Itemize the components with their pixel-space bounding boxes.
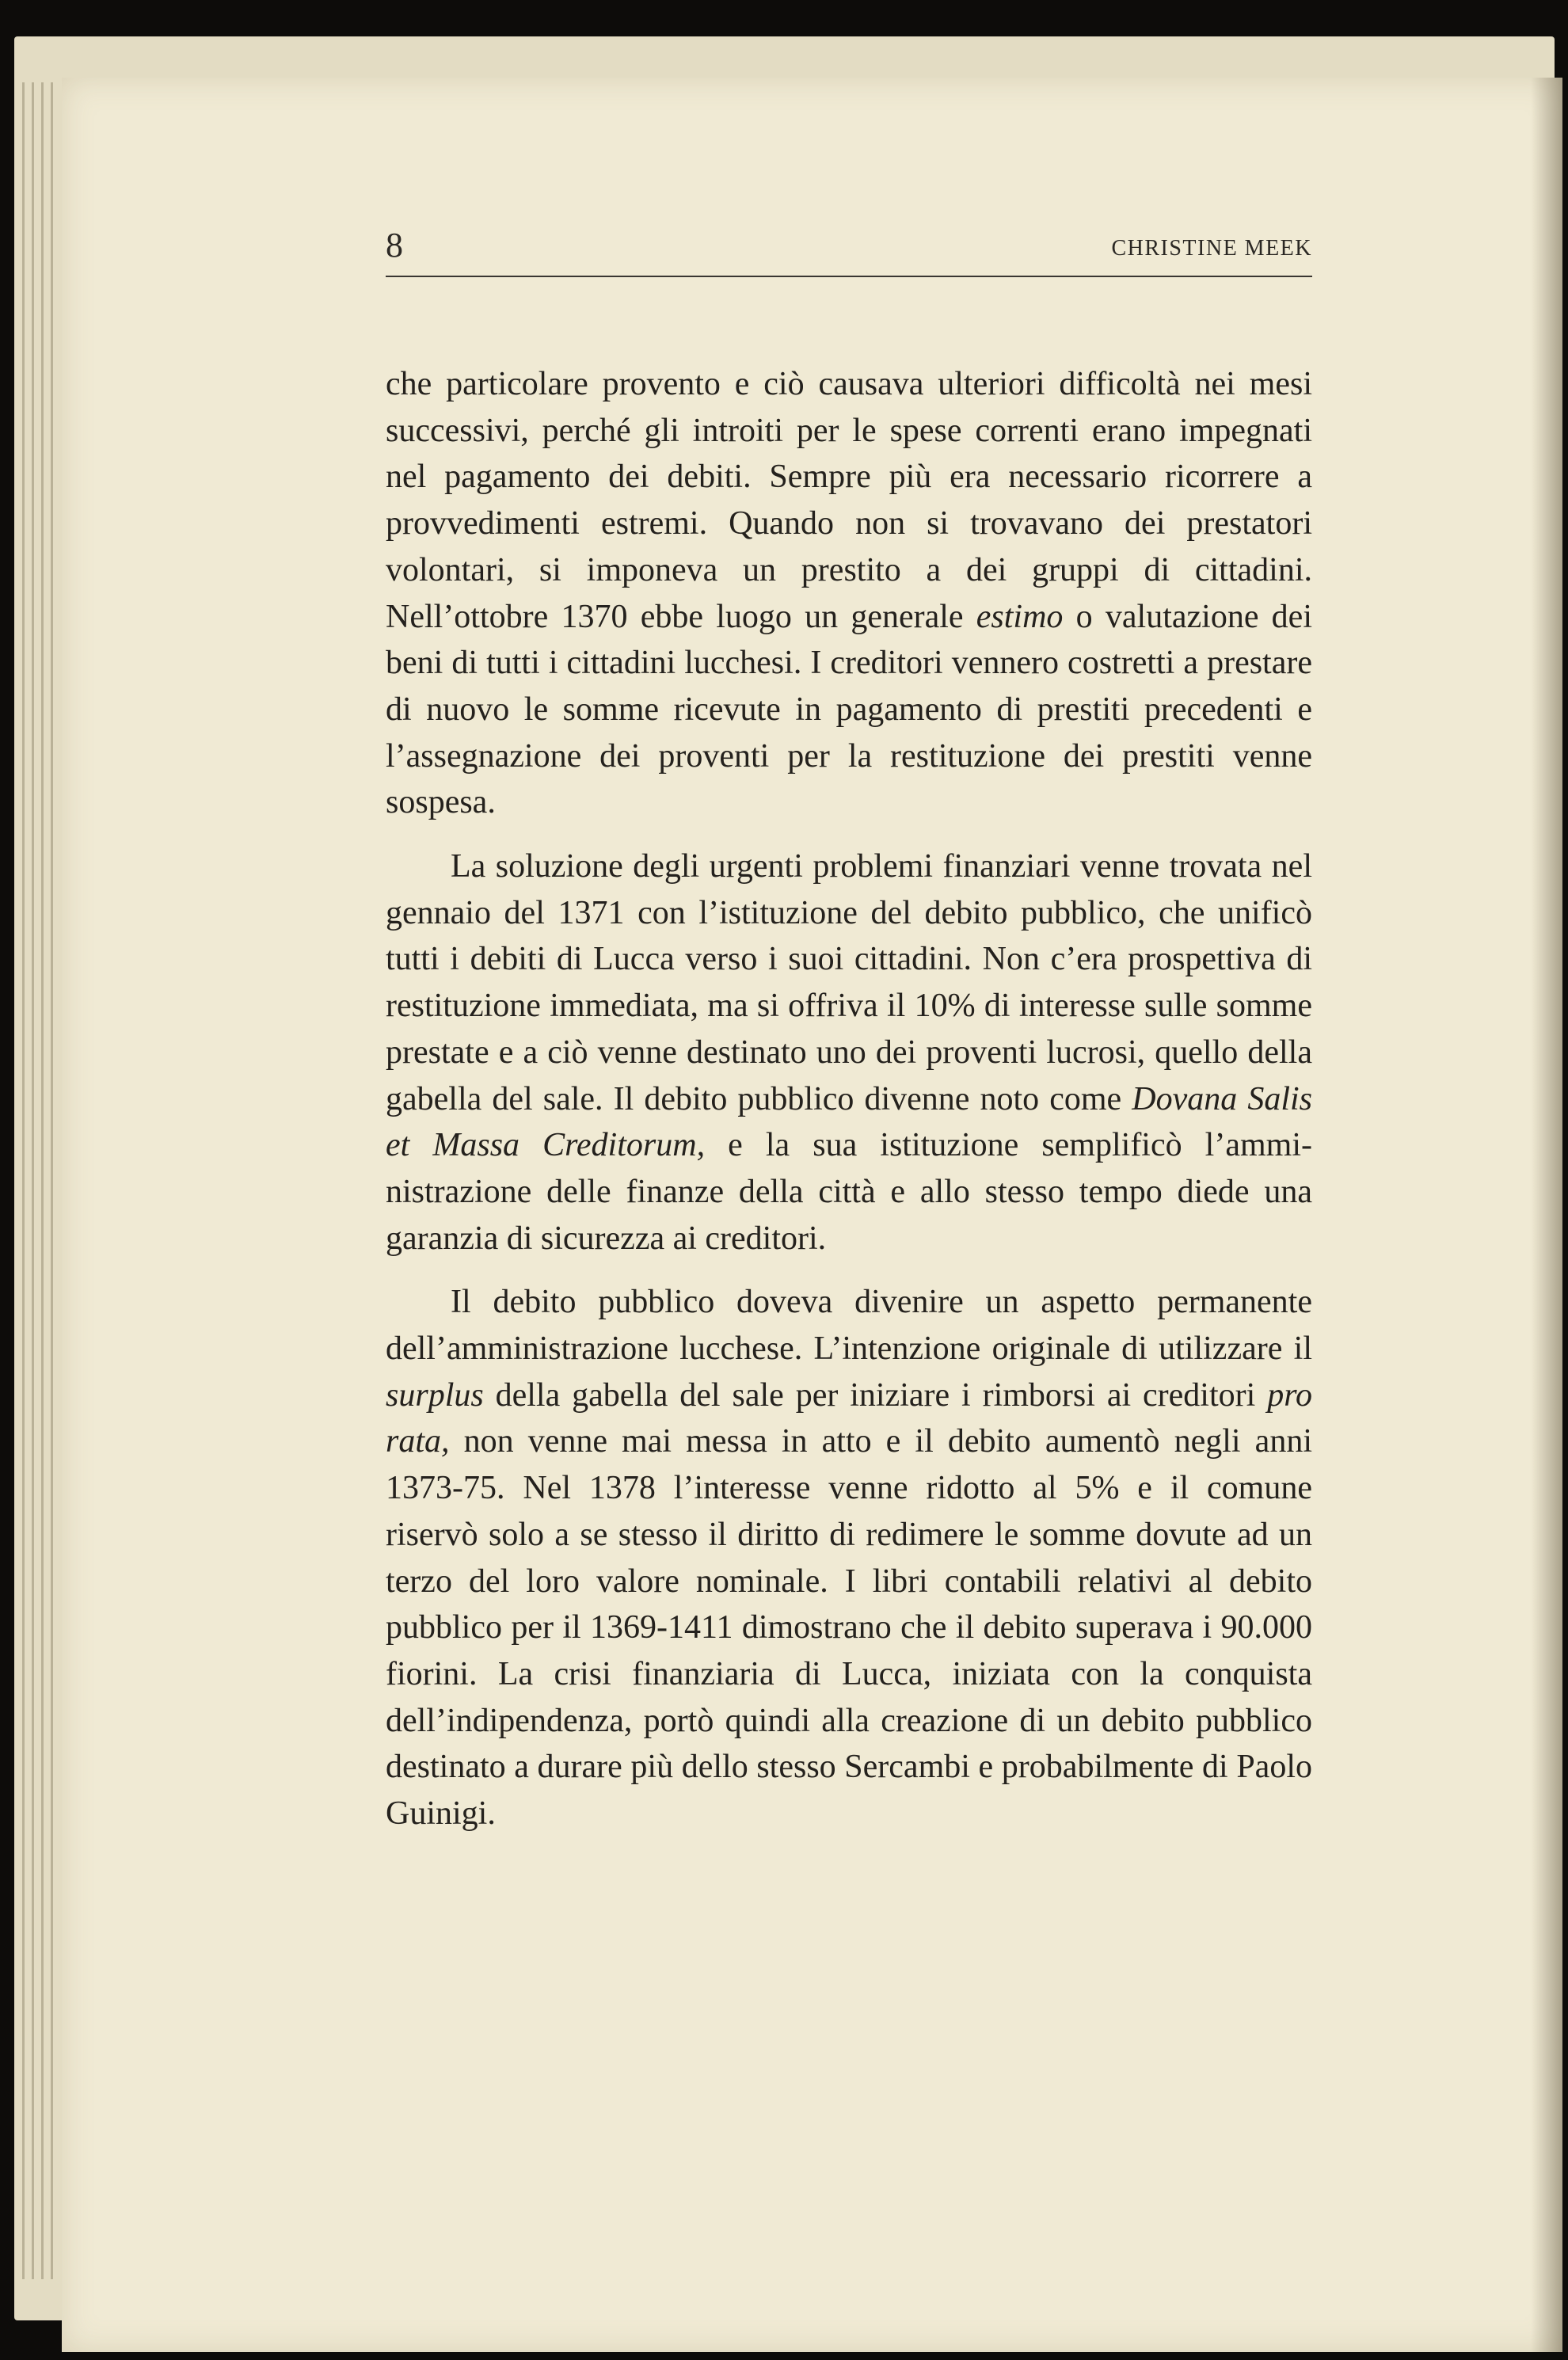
running-head <box>386 222 1312 277</box>
page-number: 8 <box>386 226 403 265</box>
text-segment: e la sua istituzione semplificò l’amministrazione delle finanze della città e allo stesso tempo diede una garanzia di sicurezza ai creditori. <box>386 1127 1312 1257</box>
paragraph <box>386 1279 1312 1837</box>
gutter-shadow <box>1531 78 1562 2352</box>
text-segment: La soluzione degli urgenti problemi finanziari venne trovata nel gennaio del 1371 con l’istituzione del debito pubblico, che unificò tutti i debiti di Lucca verso i suoi cittadini. Non c’era prospettiva di restituzione immediata, ma si offriva il 10% di interesse sulle somme prestate e a ciò venne destinato uno dei proventi lucrosi, quello della gabella del sale. Il debito pubblico divenne noto come <box>386 848 1312 1117</box>
page-edge <box>41 82 44 2279</box>
text-segment: che particolare provento e ciò causava ulteriori difficoltà nei mesi successivi, perché gli introiti per le spese correnti erano impegnati nel pagamento dei debiti. Sempre più era necessario ricorrere a provvedimenti estremi. Quando non si trovavano dei prestatori volontari, si imponeva un prestito a dei gruppi di cittadini. Nell’ottobre 1370 ebbe luogo un generale <box>386 366 1312 635</box>
page-edge <box>32 82 34 2279</box>
text-segment: non venne mai messa in atto e il debito aumentò negli anni 1373-75. Nel 1378 l’interesse venne ridotto al 5% e il comune riservò solo a se stesso il diritto di redimere le somme dovute ad un terzo del loro valore nominale. I libri contabili relativi al debito pubblico per il 1369-1411 dimostrano che il debito superava i 90.000 fiorini. La crisi finanziaria di Lucca, iniziata con la conquista dell’indipendenza, portò quindi alla creazione di un debito pubblico destinato a durare più dello stesso Sercambi e probabilmente di Paolo Guinigi. <box>386 1423 1312 1833</box>
paragraph <box>386 361 1312 826</box>
page-edge <box>51 82 53 2279</box>
italic-term: surplus <box>386 1376 484 1414</box>
text-segment: o valutazione dei beni di tutti i cittadini lucchesi. I creditori vennero costretti a prestare di nuovo le somme ricevute in pagamento di prestiti precedenti e l’assegnazione dei proventi per la restituzione dei prestiti venne sospesa. <box>386 598 1312 821</box>
text-segment: Il debito pubblico doveva divenire un aspetto permanente dell’amministrazione lucchese. L’intenzione originale di utilizzare il <box>386 1284 1312 1368</box>
paragraph <box>386 843 1312 1262</box>
body-text <box>386 361 1312 1855</box>
italic-term: Dovana Salis et Massa Creditorum, <box>386 1080 1312 1164</box>
italic-term: pro rata, <box>386 1376 1312 1460</box>
page-edge <box>22 82 25 2279</box>
running-head-author: CHRISTINE MEEK <box>1111 236 1312 261</box>
text-segment: della gabella del sale per iniziare i rimborsi ai creditori <box>483 1376 1268 1414</box>
italic-term: estimo <box>976 598 1064 635</box>
